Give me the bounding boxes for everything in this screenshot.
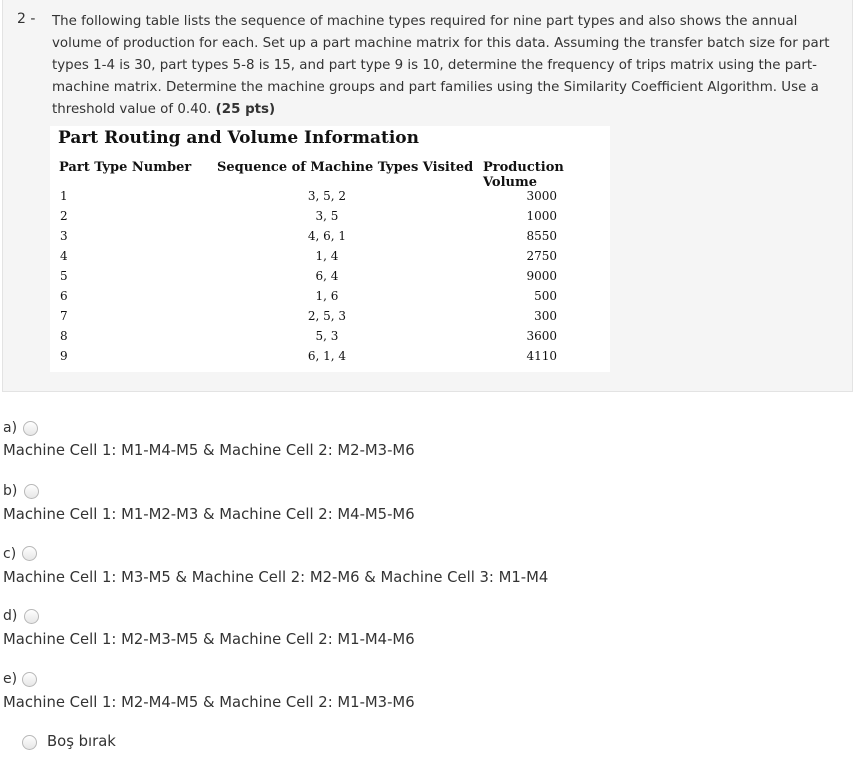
question-number: 2 -	[17, 11, 36, 27]
header-part-type: Part Type Number	[59, 160, 192, 175]
volume-cell: 300	[534, 309, 557, 323]
table-row	[50, 349, 610, 369]
option-b-text[interactable]: Machine Cell 1: M1-M2-M3 & Machine Cell 2: M4-M5-M6	[3, 506, 415, 523]
volume-cell: 1000	[526, 209, 557, 223]
table-row	[50, 229, 610, 249]
sequence-cell: 1, 4	[315, 249, 339, 263]
part-type-cell: 9	[60, 349, 68, 363]
option-e-text[interactable]: Machine Cell 1: M2-M4-M5 & Machine Cell 2: M1-M3-M6	[3, 694, 415, 711]
sequence-cell: 3, 5, 2	[307, 189, 347, 203]
header-sequence: Sequence of Machine Types Visited	[217, 160, 474, 175]
volume-cell: 8550	[526, 229, 557, 243]
sequence-cell: 4, 6, 1	[307, 229, 347, 243]
table-row	[50, 189, 610, 209]
sequence-cell: 1, 6	[315, 289, 339, 303]
part-type-cell: 1	[60, 189, 68, 203]
part-type-cell: 5	[60, 269, 68, 283]
option-c-text[interactable]: Machine Cell 1: M3-M5 & Machine Cell 2: M2-M6 & Machine Cell 3: M1-M4	[3, 569, 549, 586]
header-volume: Production Volume	[483, 160, 564, 190]
option-c-radio[interactable]	[22, 546, 37, 561]
table-row	[50, 289, 610, 309]
volume-cell: 2750	[526, 249, 557, 263]
part-type-cell: 8	[60, 329, 68, 343]
sequence-cell: 6, 1, 4	[307, 349, 347, 363]
question-box	[2, 0, 853, 392]
question-text	[52, 11, 850, 121]
part-type-cell: 3	[60, 229, 68, 243]
volume-cell: 9000	[526, 269, 557, 283]
volume-cell: 3000	[526, 189, 557, 203]
part-type-cell: 6	[60, 289, 68, 303]
leave-blank-label[interactable]: Boş bırak	[47, 733, 116, 750]
sequence-cell: 3, 5	[315, 209, 339, 223]
part-type-cell: 7	[60, 309, 68, 323]
table-row	[50, 269, 610, 289]
option-a-letter: a)	[3, 420, 18, 436]
part-type-cell: 4	[60, 249, 68, 263]
routing-table	[50, 126, 610, 372]
question-points: (25 pts)	[215, 102, 276, 117]
option-a-text[interactable]: Machine Cell 1: M1-M4-M5 & Machine Cell 2: M2-M3-M6	[3, 442, 415, 459]
option-d-letter: d)	[3, 608, 18, 624]
sequence-cell: 5, 3	[315, 329, 339, 343]
table-row	[50, 309, 610, 329]
option-d-text[interactable]: Machine Cell 1: M2-M3-M5 & Machine Cell 2: M1-M4-M6	[3, 631, 415, 648]
table-row	[50, 249, 610, 269]
option-d-radio[interactable]	[24, 609, 39, 624]
option-e-radio[interactable]	[22, 672, 37, 687]
volume-cell: 500	[534, 289, 557, 303]
question-body: The following table lists the sequence of machine types required for nine part types and also shows the annual volume of production for each. Set up a part machine matrix for this data. Assuming the transfer batch size for part types 1-4 is 30, part types 5-8 is 15, and part type 9 is 10, determine the frequency of trips matrix using the part-machine matrix. Determine the machine groups and part families using the Similarity Coefficient Algorithm. Use a threshold value of 0.40.	[52, 14, 830, 117]
volume-cell: 4110	[526, 349, 557, 363]
table-body	[50, 189, 610, 369]
option-e-letter: e)	[3, 671, 18, 687]
option-a-radio[interactable]	[23, 421, 38, 436]
sequence-cell: 6, 4	[315, 269, 339, 283]
option-c-letter: c)	[3, 546, 17, 562]
leave-blank-radio[interactable]	[22, 735, 37, 750]
table-row	[50, 329, 610, 349]
sequence-cell: 2, 5, 3	[307, 309, 347, 323]
volume-cell: 3600	[526, 329, 557, 343]
option-b-letter: b)	[3, 483, 18, 499]
table-title: Part Routing and Volume Information	[58, 128, 419, 148]
table-row	[50, 209, 610, 229]
option-b-radio[interactable]	[24, 484, 39, 499]
part-type-cell: 2	[60, 209, 68, 223]
